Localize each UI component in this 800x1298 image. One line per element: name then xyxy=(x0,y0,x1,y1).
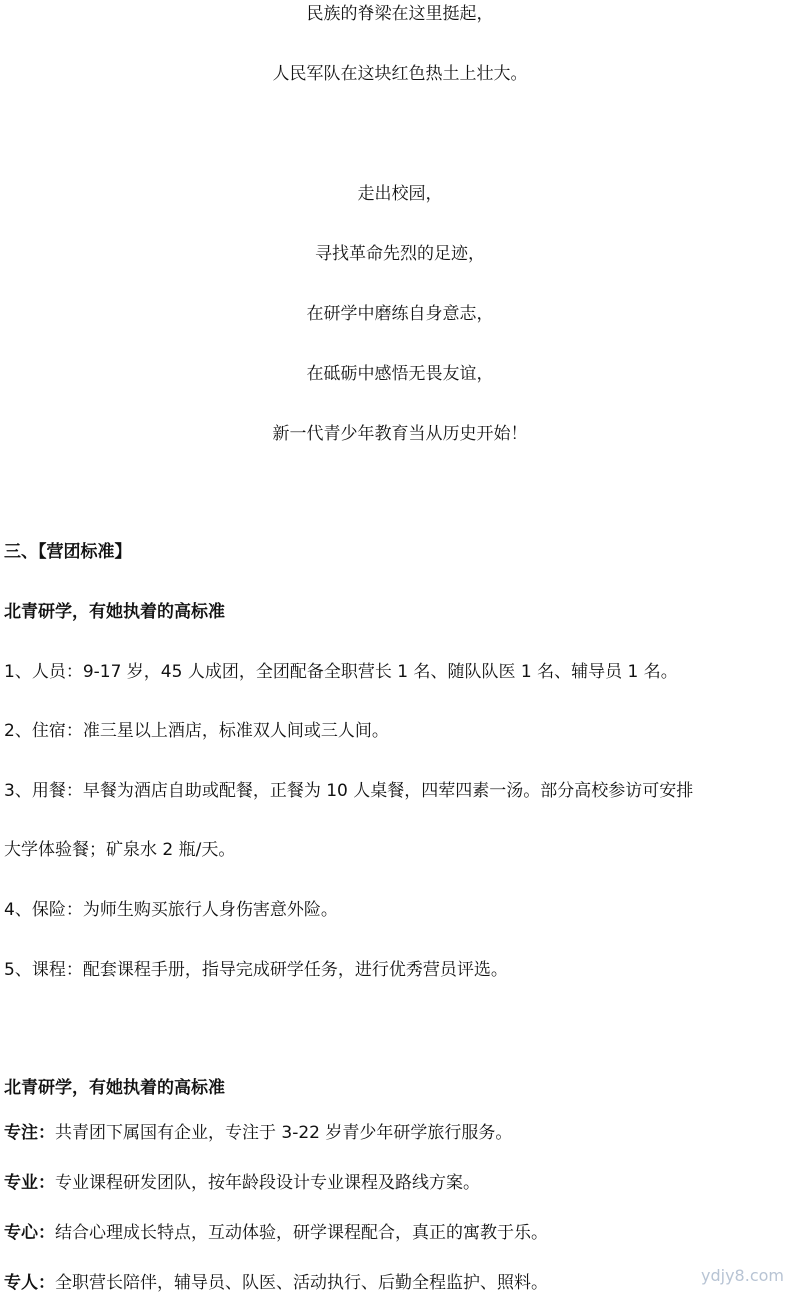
feature-term: 专人： xyxy=(4,1273,55,1293)
list-item: 大学体验餐；矿泉水 2 瓶/天。 xyxy=(4,840,236,860)
feature-row xyxy=(4,1172,800,1194)
poem-line: 人民军队在这块红色热土上壮大。 xyxy=(272,64,528,84)
feature-term: 专注： xyxy=(4,1123,55,1143)
list-item: 3、用餐：早餐为酒店自助或配餐，正餐为 10 人桌餐，四荤四素一汤。部分高校参访可安排 xyxy=(4,781,694,801)
list-item: 2、住宿：准三星以上酒店，标准双人间或三人间。 xyxy=(4,721,389,741)
poem-line: 寻找革命先烈的足迹， xyxy=(315,244,485,264)
feature-text: 专业课程研发团队，按年龄段设计专业课程及路线方案。 xyxy=(55,1173,480,1193)
feature-row xyxy=(4,1272,800,1294)
poem-line: 走出校园， xyxy=(357,184,443,204)
feature-term: 专业： xyxy=(4,1173,55,1193)
features-heading: 北青研学，有她执着的高标准 xyxy=(4,1078,225,1098)
feature-term: 专心： xyxy=(4,1223,55,1243)
feature-row xyxy=(4,1122,800,1144)
feature-row xyxy=(4,1222,800,1244)
feature-text: 结合心理成长特点，互动体验，研学课程配合，真正的寓教于乐。 xyxy=(55,1223,548,1243)
list-item: 5、课程：配套课程手册，指导完成研学任务，进行优秀营员评选。 xyxy=(4,960,508,980)
poem-line: 新一代青少年教育当从历史开始！ xyxy=(272,424,528,444)
list-item: 4、保险：为师生购买旅行人身伤害意外险。 xyxy=(4,900,338,920)
poem-line: 民族的脊梁在这里挺起， xyxy=(306,4,494,24)
section-heading: 三、【营团标准】 xyxy=(4,542,132,562)
list-item: 1、人员：9-17 岁，45 人成团，全团配备全职营长 1 名、随队队医 1 名、辅导员 1 名。 xyxy=(4,662,678,682)
site-watermark: ydjy8.com xyxy=(701,1266,784,1285)
feature-text: 全职营长陪伴，辅导员、队医、活动执行、后勤全程监护、照料。 xyxy=(55,1273,548,1293)
poem-line: 在研学中磨练自身意志， xyxy=(306,304,494,324)
feature-text: 共青团下属国有企业，专注于 3-22 岁青少年研学旅行服务。 xyxy=(55,1123,513,1143)
poem-line: 在砥砺中感悟无畏友谊， xyxy=(306,364,494,384)
section-subheading: 北青研学，有她执着的高标准 xyxy=(4,602,225,622)
